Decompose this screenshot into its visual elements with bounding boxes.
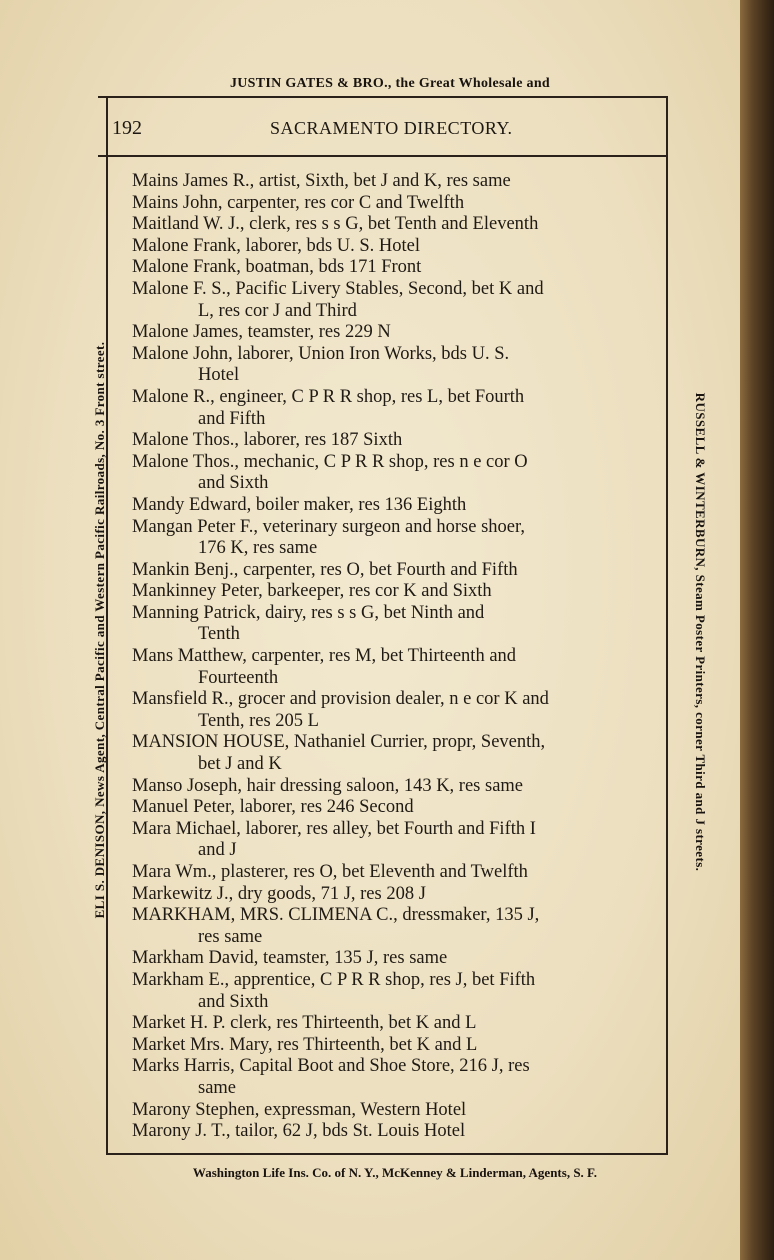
directory-entry bbox=[132, 732, 662, 775]
directory-entries bbox=[132, 171, 662, 1143]
directory-entry bbox=[132, 905, 662, 948]
entry-continuation: Fourteenth bbox=[198, 667, 279, 688]
directory-entry bbox=[132, 344, 662, 387]
entry-line: Market Mrs. Mary, res Thirteenth, bet K and L bbox=[132, 1034, 478, 1055]
entry-line: Manning Patrick, dairy, res s s G, bet Ninth and bbox=[132, 602, 485, 623]
entry-line: Mankin Benj., carpenter, res O, bet Fourth and Fifth bbox=[132, 559, 518, 580]
right-margin-advertisement: RUSSELL & WINTERBURN, Steam Poster Printers, corner Third and J streets. bbox=[693, 392, 708, 872]
directory-entry bbox=[132, 214, 662, 236]
entry-continuation: and Fifth bbox=[198, 408, 266, 429]
directory-entry bbox=[132, 581, 662, 603]
directory-entry bbox=[132, 452, 662, 495]
entry-line: Mansfield R., grocer and provision dealer, n e cor K and bbox=[132, 689, 549, 710]
directory-entry bbox=[132, 517, 662, 560]
entry-line: Mara Michael, laborer, res alley, bet Fourth and Fifth I bbox=[132, 818, 536, 839]
directory-entry bbox=[132, 862, 662, 884]
directory-entry bbox=[132, 603, 662, 646]
entry-line: MANSION HOUSE, Nathaniel Currier, propr, Seventh, bbox=[132, 732, 546, 753]
entry-line: Malone James, teamster, res 229 N bbox=[132, 322, 391, 343]
directory-entry bbox=[132, 776, 662, 798]
directory-entry bbox=[132, 495, 662, 517]
entry-line: Markham E., apprentice, C P R R shop, res J, bet Fifth bbox=[132, 969, 536, 990]
directory-entry bbox=[132, 387, 662, 430]
entry-line: Malone Frank, boatman, bds 171 Front bbox=[132, 257, 422, 278]
entry-line: Mandy Edward, boiler maker, res 136 Eighth bbox=[132, 494, 467, 515]
entry-line: Market H. P. clerk, res Thirteenth, bet K and L bbox=[132, 1013, 477, 1034]
entry-line: Malone R., engineer, C P R R shop, res L, bet Fourth bbox=[132, 386, 525, 407]
directory-entry bbox=[132, 884, 662, 906]
directory-entry bbox=[132, 1121, 662, 1143]
entry-line: Malone Frank, laborer, bds U. S. Hotel bbox=[132, 235, 421, 256]
entry-continuation: Hotel bbox=[198, 365, 240, 386]
entry-line: Mangan Peter F., veterinary surgeon and horse shoer, bbox=[132, 516, 526, 537]
entry-line: Manuel Peter, laborer, res 246 Second bbox=[132, 797, 414, 818]
entry-line: Markham David, teamster, 135 J, res same bbox=[132, 948, 448, 969]
entry-line: Mans Matthew, carpenter, res M, bet Thirteenth and bbox=[132, 646, 517, 667]
entry-line: MARKHAM, MRS. CLIMENA C., dressmaker, 135 J, bbox=[132, 905, 540, 926]
left-margin-advertisement: ELI S. DENISON, News Agent, Central Pacific and Western Pacific Railroads, No. 3 Front street. bbox=[92, 341, 107, 919]
entry-continuation: Tenth, res 205 L bbox=[198, 710, 319, 731]
bottom-advertisement: Washington Life Ins. Co. of N. Y., McKenney & Linderman, Agents, S. F. bbox=[192, 1165, 598, 1180]
right-border-rule bbox=[666, 96, 668, 1154]
directory-entry bbox=[132, 797, 662, 819]
entry-continuation: L, res cor J and Third bbox=[198, 300, 357, 321]
directory-entry bbox=[132, 970, 662, 1013]
directory-entry bbox=[132, 646, 662, 689]
directory-entry bbox=[132, 257, 662, 279]
entry-continuation: bet J and K bbox=[198, 754, 282, 775]
footer-rule bbox=[106, 1153, 668, 1155]
entry-continuation: 176 K, res same bbox=[198, 538, 318, 559]
entry-continuation: Tenth bbox=[198, 624, 240, 645]
entry-line: Malone John, laborer, Union Iron Works, bds U. S. bbox=[132, 343, 510, 364]
directory-entry bbox=[132, 948, 662, 970]
running-title: SACRAMENTO DIRECTORY. bbox=[270, 118, 513, 138]
book-spine-edge bbox=[740, 0, 774, 1260]
entry-continuation: and Sixth bbox=[198, 991, 269, 1012]
directory-entry bbox=[132, 1035, 662, 1057]
page-number: 192 bbox=[112, 117, 142, 139]
entry-line: Manso Joseph, hair dressing saloon, 143 K, res same bbox=[132, 775, 524, 796]
directory-entry bbox=[132, 560, 662, 582]
entry-line: Malone Thos., laborer, res 187 Sixth bbox=[132, 430, 403, 451]
directory-entry bbox=[132, 1056, 662, 1099]
entry-continuation: and Sixth bbox=[198, 473, 269, 494]
directory-entry bbox=[132, 1100, 662, 1122]
entry-line: Markewitz J., dry goods, 71 J, res 208 J bbox=[132, 883, 426, 904]
entry-line: Mains James R., artist, Sixth, bet J and K, res same bbox=[132, 171, 511, 191]
directory-entry bbox=[132, 1013, 662, 1035]
directory-entry bbox=[132, 819, 662, 862]
entry-line: Maitland W. J., clerk, res s s G, bet Tenth and Eleventh bbox=[132, 214, 539, 235]
entry-line: Marony J. T., tailor, 62 J, bds St. Louis Hotel bbox=[132, 1121, 466, 1142]
entry-line: Marony Stephen, expressman, Western Hotel bbox=[132, 1099, 467, 1120]
entry-line: Mains John, carpenter, res cor C and Twelfth bbox=[132, 192, 465, 213]
directory-entry bbox=[132, 193, 662, 215]
entry-line: Mara Wm., plasterer, res O, bet Eleventh and Twelfth bbox=[132, 862, 528, 882]
entry-line: Malone F. S., Pacific Livery Stables, Second, bet K and bbox=[132, 278, 544, 299]
header-bottom-rule bbox=[98, 155, 668, 157]
entry-line: Marks Harris, Capital Boot and Shoe Store, 216 J, res bbox=[132, 1056, 530, 1077]
directory-entry bbox=[132, 171, 662, 193]
entry-continuation: and J bbox=[198, 840, 237, 861]
directory-entry bbox=[132, 236, 662, 258]
directory-entry bbox=[132, 279, 662, 322]
header-top-rule bbox=[98, 96, 668, 98]
entry-line: Malone Thos., mechanic, C P R R shop, res n e cor O bbox=[132, 451, 528, 472]
entry-continuation: same bbox=[198, 1077, 237, 1098]
directory-entry bbox=[132, 430, 662, 452]
top-advertisement: JUSTIN GATES & BRO., the Great Wholesale and bbox=[229, 76, 551, 91]
directory-entry bbox=[132, 689, 662, 732]
directory-entry bbox=[132, 322, 662, 344]
entry-line: Mankinney Peter, barkeeper, res cor K and Sixth bbox=[132, 581, 492, 602]
entry-continuation: res same bbox=[198, 926, 263, 947]
